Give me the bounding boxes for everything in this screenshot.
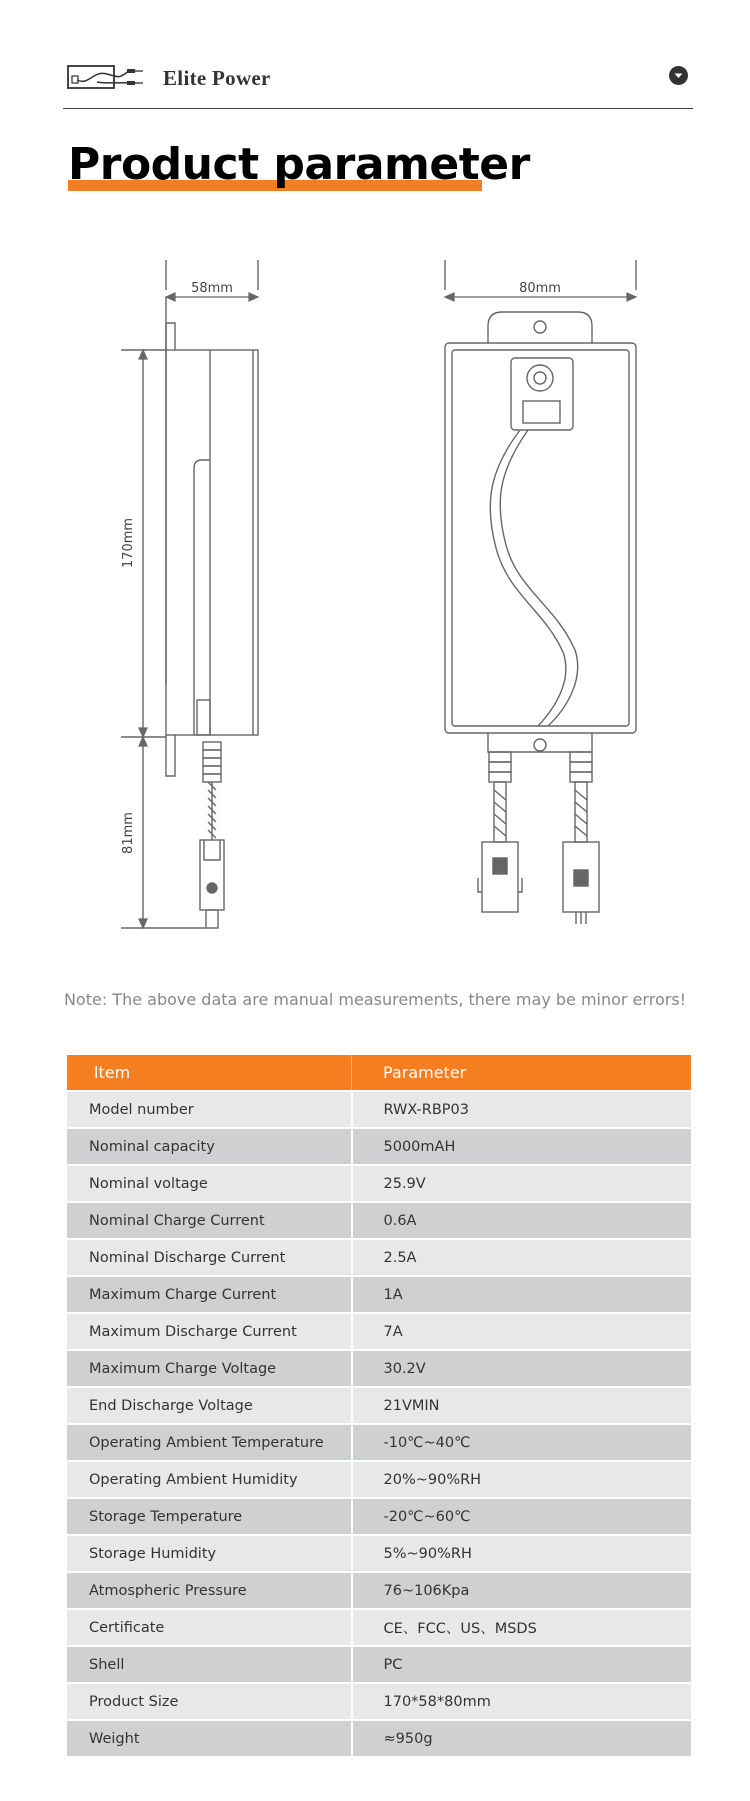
row-label: Nominal capacity (67, 1128, 352, 1165)
table-row (67, 1609, 691, 1646)
table-row (67, 1683, 691, 1720)
row-value: -10℃~40℃ (352, 1424, 692, 1461)
row-label: Operating Ambient Temperature (67, 1424, 352, 1461)
row-value: 30.2V (352, 1350, 692, 1387)
row-label: Shell (67, 1646, 352, 1683)
row-value: 170*58*80mm (352, 1683, 692, 1720)
row-value: RWX-RBP03 (352, 1091, 692, 1128)
row-label: Model number (67, 1091, 352, 1128)
row-value: 20%~90%RH (352, 1461, 692, 1498)
table-row (67, 1313, 691, 1350)
row-value: ≈950g (352, 1720, 692, 1756)
row-value: 76~106Kpa (352, 1572, 692, 1609)
row-value: 7A (352, 1313, 692, 1350)
table-row (67, 1646, 691, 1683)
table-row (67, 1720, 691, 1756)
table-row (67, 1498, 691, 1535)
battery-with-cable-icon (67, 62, 145, 92)
brand-name: Elite Power (163, 66, 271, 90)
row-label: Maximum Charge Current (67, 1276, 352, 1313)
row-value: 0.6A (352, 1202, 692, 1239)
row-label: Atmospheric Pressure (67, 1572, 352, 1609)
row-label: Operating Ambient Humidity (67, 1461, 352, 1498)
dim-width-front: 80mm (519, 281, 561, 296)
header-parameter: Parameter (352, 1055, 692, 1091)
row-label: Storage Temperature (67, 1498, 352, 1535)
row-label: Nominal Discharge Current (67, 1239, 352, 1276)
dim-height-body: 170mm (121, 517, 136, 569)
table-row (67, 1572, 691, 1609)
dim-height-cable: 81mm (121, 812, 136, 854)
row-label: Weight (67, 1720, 352, 1756)
row-value: 5000mAH (352, 1128, 692, 1165)
table-row (67, 1091, 691, 1128)
table-row (67, 1387, 691, 1424)
row-label: Nominal voltage (67, 1165, 352, 1202)
row-label: Storage Humidity (67, 1535, 352, 1572)
title-block (68, 140, 530, 190)
spec-table (67, 1055, 691, 1756)
row-value: 5%~90%RH (352, 1535, 692, 1572)
table-row (67, 1128, 691, 1165)
row-label: Product Size (67, 1683, 352, 1720)
table-row (67, 1165, 691, 1202)
row-label: End Discharge Voltage (67, 1387, 352, 1424)
table-row (67, 1461, 691, 1498)
table-header-row (67, 1055, 691, 1091)
table-row (67, 1239, 691, 1276)
table-row (67, 1424, 691, 1461)
row-label: Certificate (67, 1609, 352, 1646)
header-item: ltem (67, 1055, 352, 1091)
table-row (67, 1350, 691, 1387)
chevron-down-circle-icon[interactable] (669, 66, 688, 85)
row-value: 2.5A (352, 1239, 692, 1276)
table-row (67, 1535, 691, 1572)
row-value: 21VMIN (352, 1387, 692, 1424)
row-value: 1A (352, 1276, 692, 1313)
measurement-note: Note: The above data are manual measurements, there may be minor errors! (63, 990, 687, 1009)
row-value: -20℃~60℃ (352, 1498, 692, 1535)
table-row (67, 1202, 691, 1239)
row-label: Maximum Discharge Current (67, 1313, 352, 1350)
row-value: CE、FCC、US、MSDS (352, 1609, 692, 1646)
row-value: PC (352, 1646, 692, 1683)
row-label: Maximum Charge Voltage (67, 1350, 352, 1387)
dim-width-side: 58mm (191, 281, 233, 296)
dimension-drawing (0, 260, 750, 960)
site-header (63, 60, 693, 109)
table-row (67, 1276, 691, 1313)
row-label: Nominal Charge Current (67, 1202, 352, 1239)
row-value: 25.9V (352, 1165, 692, 1202)
page-title: Product parameter (68, 139, 530, 190)
